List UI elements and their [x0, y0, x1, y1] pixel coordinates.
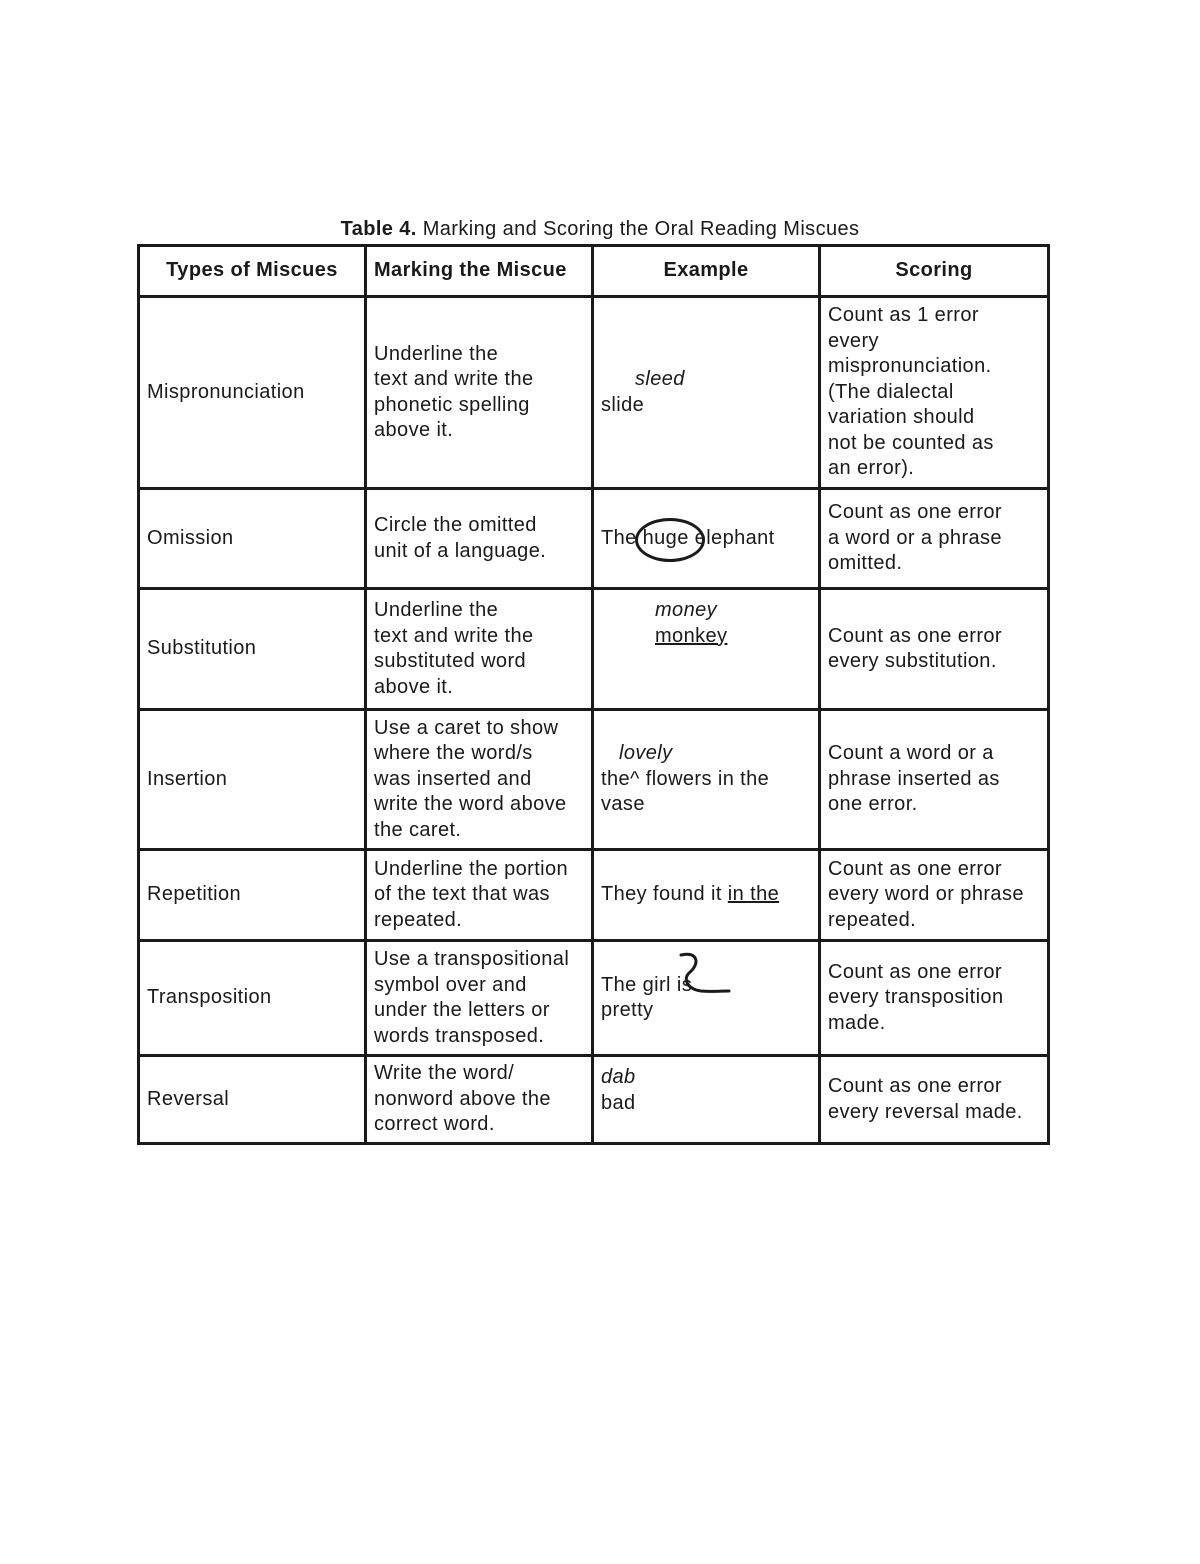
table-row [139, 297, 1049, 489]
type-cell: Repetition [139, 850, 366, 941]
example-cell: They found it in the [593, 850, 820, 941]
example-reversed: dab [601, 1066, 636, 1088]
example-substituted: money [655, 599, 718, 621]
type-cell: Insertion [139, 710, 366, 850]
marking-cell: Use a transpositional symbol over and under the letters or words transposed. [366, 941, 593, 1056]
marking-cell: Underline the text and write the phonetic spelling above it. [366, 297, 593, 489]
scoring-cell: Count as one error every reversal made. [820, 1056, 1049, 1144]
example-phonetic: sleed [635, 368, 685, 390]
marking-cell: Underline the portion of the text that was repeated. [366, 850, 593, 941]
transposition-example: The girl is pretty [601, 973, 692, 1024]
example-cell [593, 1056, 820, 1144]
omission-circle-mark [635, 518, 705, 562]
scoring-cell: Count as 1 error every mispronunciation. (The dialectal variation should not be counted as an error). [820, 297, 1049, 489]
table-row [139, 589, 1049, 710]
table-row [139, 941, 1049, 1056]
table-row [139, 710, 1049, 850]
scoring-cell: Count as one error a word or a phrase omitted. [820, 489, 1049, 589]
example-word: slide [601, 393, 645, 416]
scoring-cell: Count a word or a phrase inserted as one error. [820, 710, 1049, 850]
header-example: Example [593, 246, 820, 297]
transposition-symbol-mark [673, 949, 733, 1001]
header-marking: Marking the Miscue [366, 246, 593, 297]
miscue-table [137, 244, 1050, 1145]
example-cell [593, 941, 820, 1056]
caption-label: Table 4. [340, 218, 417, 240]
example-word: monkey [655, 624, 728, 647]
omitted-word: huge [643, 526, 689, 552]
example-cell [593, 297, 820, 489]
table-header-row [139, 246, 1049, 297]
header-scoring: Scoring [820, 246, 1049, 297]
scoring-cell: Count as one error every substitution. [820, 589, 1049, 710]
marking-cell: Circle the omitted unit of a language. [366, 489, 593, 589]
marking-cell: Underline the text and write the substituted word above it. [366, 589, 593, 710]
table-row [139, 850, 1049, 941]
type-cell: Omission [139, 489, 366, 589]
marking-cell: Use a caret to show where the word/s was inserted and write the word above the caret. [366, 710, 593, 850]
example-word: bad [601, 1091, 636, 1114]
scoring-cell: Count as one error every word or phrase repeated. [820, 850, 1049, 941]
table-row [139, 489, 1049, 589]
type-cell: Mispronunciation [139, 297, 366, 489]
example-cell: lovely the^ flowers in the vase [593, 710, 820, 850]
type-cell: Reversal [139, 1056, 366, 1144]
type-cell: Substitution [139, 589, 366, 710]
example-inserted: lovely [619, 742, 673, 765]
table-row [139, 1056, 1049, 1144]
caption-text: Marking and Scoring the Oral Reading Miscues [416, 218, 860, 240]
table-caption [0, 217, 1200, 241]
repeated-text: in the [727, 883, 780, 906]
marking-cell: Write the word/ nonword above the correct word. [366, 1056, 593, 1144]
header-types: Types of Miscues [139, 246, 366, 297]
scoring-cell: Count as one error every transposition made. [820, 941, 1049, 1056]
example-cell: The huge elephant [593, 489, 820, 589]
example-cell [593, 589, 820, 710]
type-cell: Transposition [139, 941, 366, 1056]
